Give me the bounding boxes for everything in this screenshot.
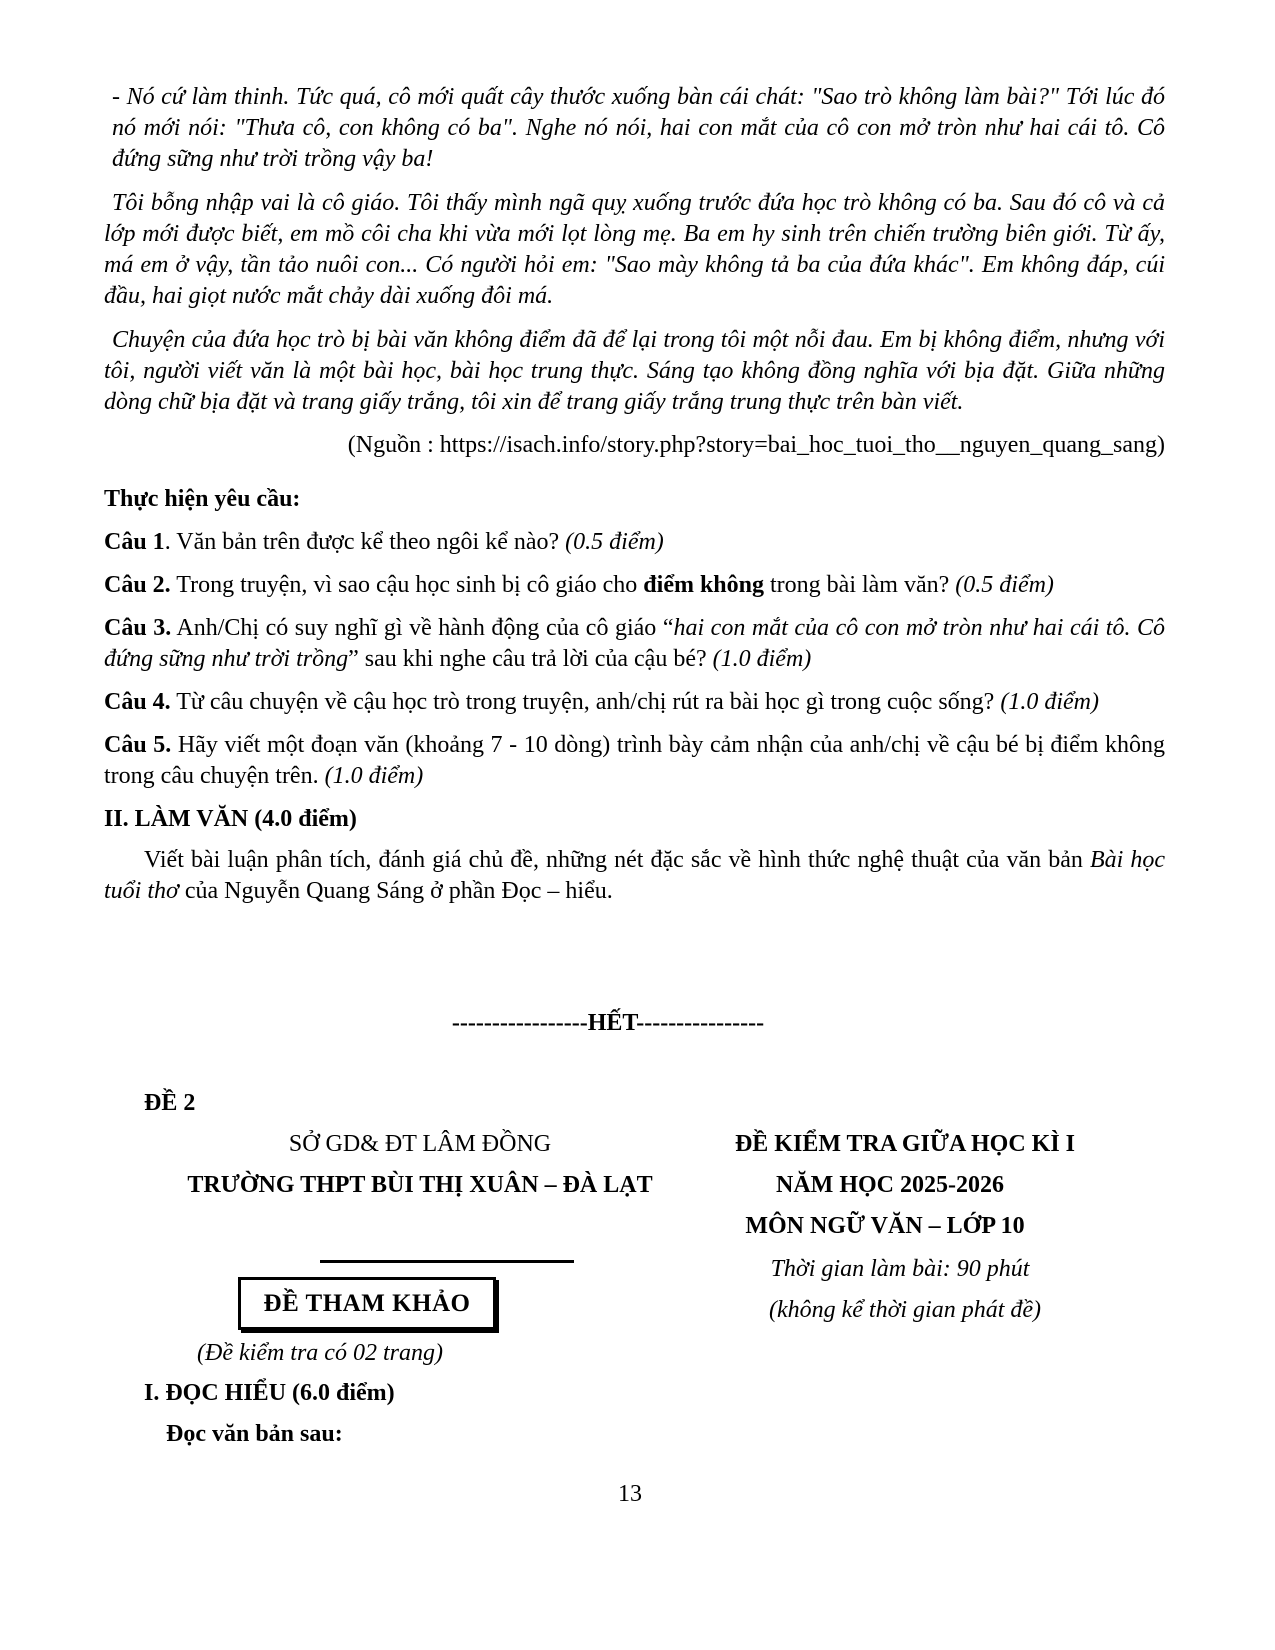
story-paragraph-2: Tôi bỗng nhập vai là cô giáo. Tôi thấy mình ngã quỵ xuống trước đứa học trò không có ba. Sau đó cô và cả lớp mới được biết, em mồ côi cha khi vừa mới lọt lòng mẹ. Ba em hy sinh trên chiến trường biên giới. Từ ấy, má em ở vậy, tần tảo nuôi con... Có người hỏi em: "Sao mày không tả ba của đứa khác". Em không đáp, cúi đầu, hai giọt nước mắt chảy dài xuống đôi má.: [104, 190, 1165, 309]
question-3-quote: hai con mắt của cô con mở tròn như hai cái tô. Cô đứng sững như trời trồng: [104, 615, 1166, 672]
exam-duration: Thời gian làm bài: 90 phút: [770, 1256, 1030, 1282]
question-5-score: (1.0 điểm): [324, 763, 424, 789]
page-count-note: (Đề kiểm tra có 02 trang): [197, 1340, 443, 1366]
subject-line: MÔN NGỮ VĂN – LỚP 10: [745, 1213, 1025, 1239]
question-2: [104, 570, 1165, 601]
story-paragraph-1: - Nó cứ làm thinh. Tức quá, cô mới quất cây thước xuống bàn cái chát: "Sao trò không làm bài?" Tới lúc đó nó mới nói: "Thưa cô, con không có ba". Nghe nó nói, hai con mắt của cô con mở tròn như hai cái tô. Cô đứng sững như trời trồng vậy ba!: [112, 84, 1165, 172]
school-underline: [320, 1260, 574, 1263]
essay-text-a: Viết bài luận phân tích, đánh giá chủ đề, những nét đặc sắc về hình thức nghệ thuật của văn bản: [144, 847, 1090, 873]
essay-prompt: [104, 845, 1165, 907]
section-reading-heading: I. ĐỌC HIỂU (6.0 điểm): [144, 1380, 395, 1406]
question-3-text-b: ” sau khi nghe câu trả lời của cậu bé?: [348, 646, 713, 672]
question-1-text: . Văn bản trên được kể theo ngôi kể nào?: [164, 529, 566, 555]
question-2-score: (0.5 điểm): [955, 572, 1054, 598]
read-prompt: Đọc văn bản sau:: [166, 1421, 343, 1447]
essay-heading: II. LÀM VĂN (4.0 điểm): [104, 806, 357, 832]
question-5-label: Câu 5.: [104, 732, 172, 758]
question-2-text-a: Trong truyện, vì sao cậu học sinh bị cô giáo cho: [170, 572, 644, 598]
story-excerpt: [104, 82, 1165, 461]
department-name: SỞ GD& ĐT LÂM ĐỒNG: [288, 1131, 552, 1157]
question-3-label: Câu 3.: [104, 615, 172, 641]
essay-text-b: của Nguyễn Quang Sáng ở phần Đọc – hiểu.: [178, 878, 613, 904]
question-1-label: Câu 1: [104, 529, 165, 555]
question-2-text-b: trong bài làm văn?: [764, 572, 956, 598]
essay-work-title: Bài học tuổi thơ: [104, 847, 1165, 904]
question-3-score: (1.0 điểm): [712, 646, 812, 672]
story-paragraph-3: Chuyện của đứa học trò bị bài văn không điểm đã để lại trong tôi một nỗi đau. Em bị không điểm, nhưng với tôi, người viết văn là một bài học, bài học trung thực. Sáng tạo không đồng nghĩa với bịa đặt. Giữa những dòng chữ bịa đặt và trang giấy trắng, tôi xin để trang giấy trắng trung thực trên bàn viết.: [104, 327, 1165, 415]
question-1: [104, 527, 1165, 558]
question-3: [104, 613, 1165, 675]
question-2-label: Câu 2.: [104, 572, 171, 598]
question-2-bold-term: điểm không: [643, 572, 764, 598]
question-4-text: Từ câu chuyện về cậu học trò trong truyện, anh/chị rút ra bài học gì trong cuộc sống?: [170, 689, 1001, 715]
reference-stamp: ĐỀ THAM KHẢO: [238, 1277, 496, 1330]
tasks-section: [104, 484, 1165, 907]
exam-title: ĐỀ KIỂM TRA GIỮA HỌC KÌ I: [734, 1131, 1076, 1157]
question-5: [104, 730, 1165, 792]
question-4-score: (1.0 điểm): [1000, 689, 1099, 715]
question-5-text: Hãy viết một đoạn văn (khoảng 7 - 10 dòng) trình bày cảm nhận của anh/chị về cậu bé bị điểm không trong câu chuyện trên.: [104, 732, 1165, 789]
question-3-text-a: Anh/Chị có suy nghĩ gì về hành động của cô giáo “: [171, 615, 674, 641]
school-name: TRƯỜNG THPT BÙI THỊ XUÂN – ĐÀ LẠT: [187, 1172, 653, 1198]
question-4: [104, 687, 1165, 718]
source-citation: (Nguồn : https://isach.info/story.php?story=bai_hoc_tuoi_tho__nguyen_quang_sang): [347, 432, 1165, 458]
school-year: NĂM HỌC 2025-2026: [776, 1172, 1004, 1198]
end-marker: -----------------HẾT----------------: [451, 1010, 765, 1036]
page-number: 13: [618, 1481, 642, 1507]
exam-label: ĐỀ 2: [144, 1090, 196, 1116]
tasks-heading: Thực hiện yêu cầu:: [104, 486, 301, 512]
exam-duration-note: (không kể thời gian phát đề): [768, 1297, 1042, 1323]
question-1-score: (0.5 điểm): [565, 529, 664, 555]
question-4-label: Câu 4.: [104, 689, 171, 715]
